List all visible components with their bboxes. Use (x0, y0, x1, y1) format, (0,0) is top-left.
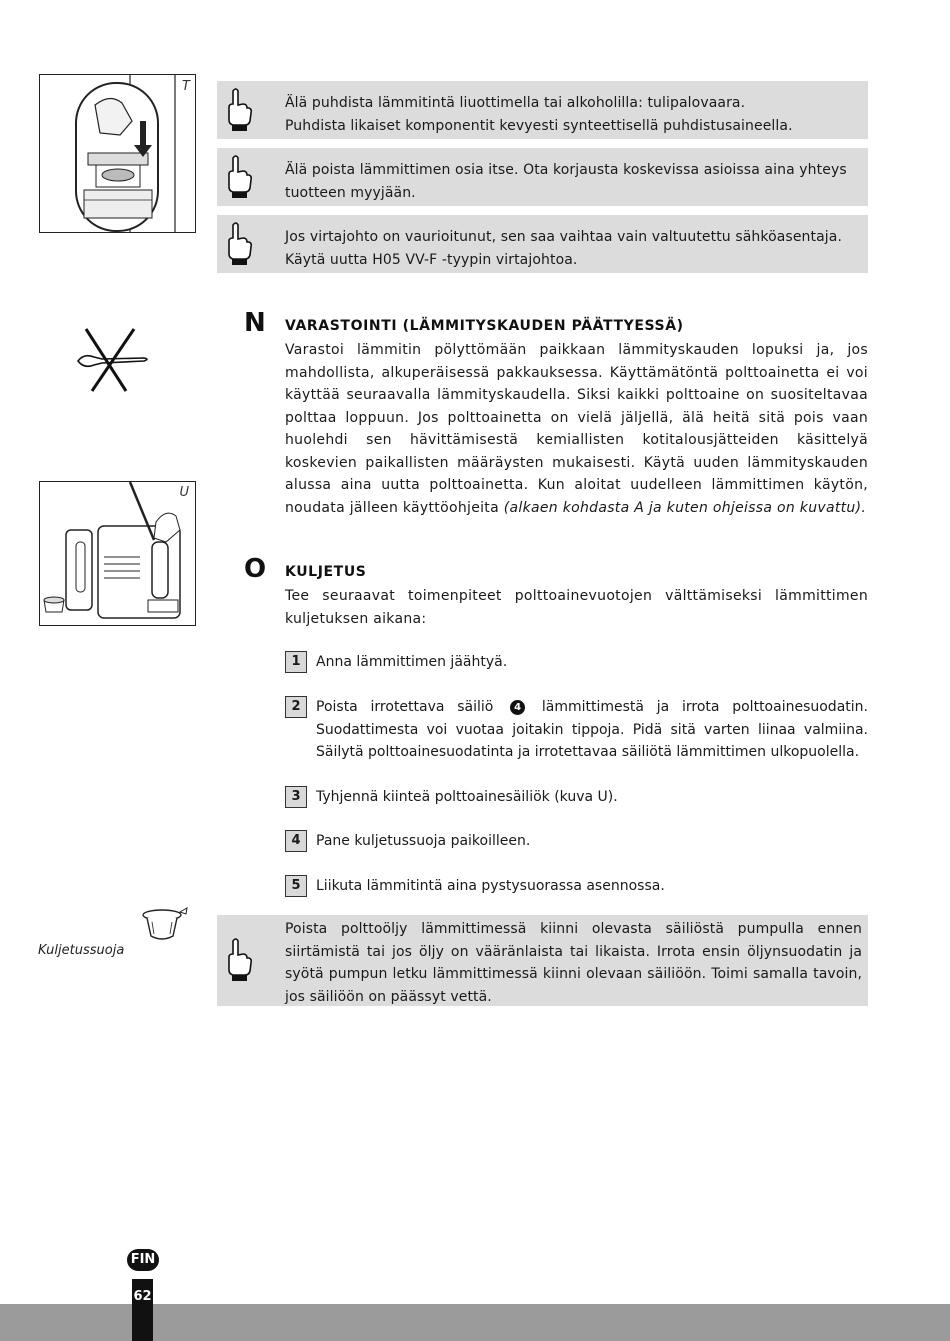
step-5-number: 5 (285, 875, 307, 897)
step-2-text-before: Poista irrotettava säiliö (316, 699, 494, 715)
step-2-text-after: lämmittimestä ja irrota polttoainesuodatin. Suodattimesta voi vuotaa joitakin tippoja. Pidä sitä varten liinaa valmiina. Säilytä polttoainesuodatinta ja irrotettavaa säiliötä lämmittimen ulkopuolella. (316, 699, 868, 760)
section-n-body (285, 339, 868, 519)
warning-box-3 (217, 215, 868, 273)
step-4-text: Pane kuljetussuoja paikoilleen. (316, 833, 531, 849)
figure-u (39, 481, 196, 626)
warning-2-line-1: Älä poista lämmittimen osia itse. Ota korjausta koskevissa asioissa aina yhteys (285, 162, 847, 178)
warning-1-line-1: Älä puhdista lämmitintä liuottimella tai alkoholilla: tulipalovaara. (285, 95, 746, 111)
warning-box-1 (217, 81, 868, 139)
warning-2-line-2: tuotteen myyjään. (285, 184, 416, 201)
figure-u-label: U (179, 485, 189, 500)
step-3-text: Tyhjennä kiinteä polttoainesäiliök (kuva U). (316, 789, 618, 805)
figure-t (39, 74, 196, 233)
figure-t-illustration (40, 75, 195, 232)
warning-box-4 (217, 915, 868, 1006)
figure-t-label: T (182, 79, 190, 94)
step-1-number: 1 (285, 651, 307, 673)
step-5-text: Liikuta lämmitintä aina pystysuorassa asennossa. (316, 878, 665, 894)
section-o-letter: O (244, 554, 267, 584)
step-3-number: 3 (285, 786, 307, 808)
reference-number-badge: 4 (510, 700, 525, 715)
warning-3-line-2: Käytä uutta H05 VV-F -tyypin virtajohtoa. (285, 251, 578, 268)
no-screwdriver-icon (74, 325, 154, 395)
warning-1-line-2: Puhdista likaiset komponentit kevyesti synteettisellä puhdistusaineella. (285, 117, 793, 134)
section-n-body-italic: (alkaen kohdasta A ja kuten ohjeissa on kuvattu). (503, 499, 867, 516)
warning-4-text: Poista polttoöljy lämmittimessä kiinni olevasta säiliöstä pumpulla ennen siirtämistä tai jos öljy on vääränlaista tai likaista. Irrota ensin öljynsuodatin ja syötä pumpun letku lämmittimessä kiinni olevaan säiliöön. Toimi samalla tavoin, jos säiliöön on päässyt vettä. (285, 921, 862, 1005)
warning-box-2 (217, 148, 868, 206)
pointing-hand-icon (223, 87, 253, 131)
pointing-hand-icon (223, 937, 253, 981)
step-1-text: Anna lämmittimen jäähtyä. (316, 654, 508, 670)
section-o-intro: Tee seuraavat toimenpiteet polttoainevuotojen välttämiseksi lämmittimen kuljetuksen aikana: (285, 588, 868, 627)
section-o-title: KULJETUS (285, 564, 367, 580)
warning-3-line-1: Jos virtajohto on vaurioitunut, sen saa vaihtaa vain valtuutettu sähköasentaja. (285, 229, 842, 245)
transport-cap-caption: Kuljetussuoja (38, 943, 125, 958)
transport-cap-icon (140, 906, 190, 946)
step-4-number: 4 (285, 830, 307, 852)
section-n-body-text: Varastoi lämmitin pölyttömään paikkaan lämmityskauden lopuksi ja, jos mahdollista, alkuperäisessä pakkauksessa. Käyttämätöntä polttoainetta ei voi käyttää seuraavalla lämmityskaudella. Siksi kaikki polttoaine on suositeltavaa polttaa loppuun. Jos polttoainetta on vielä jäljellä, älä heitä sitä pois vaan huolehdi sen hävittämisestä kemiallisten kotitalousjätteiden käsittelyä koskevien paikallisten määräysten mukaisesti. Käytä uuden lämmityskauden alussa aina uutta polttoainetta. Kun aloitat uudelleen lämmittimen käytön, noudata jälleen käyttöohjeita (285, 342, 868, 516)
page-number: 62 (133, 1289, 152, 1304)
step-2-text (316, 696, 868, 764)
step-2-number: 2 (285, 696, 307, 718)
figure-u-illustration (40, 482, 195, 625)
pointing-hand-icon (223, 221, 253, 265)
language-badge: FIN (127, 1249, 159, 1271)
pointing-hand-icon (223, 154, 253, 198)
section-n-title: VARASTOINTI (LÄMMITYSKAUDEN PÄÄTTYESSÄ) (285, 318, 684, 334)
section-n-letter: N (244, 308, 266, 338)
